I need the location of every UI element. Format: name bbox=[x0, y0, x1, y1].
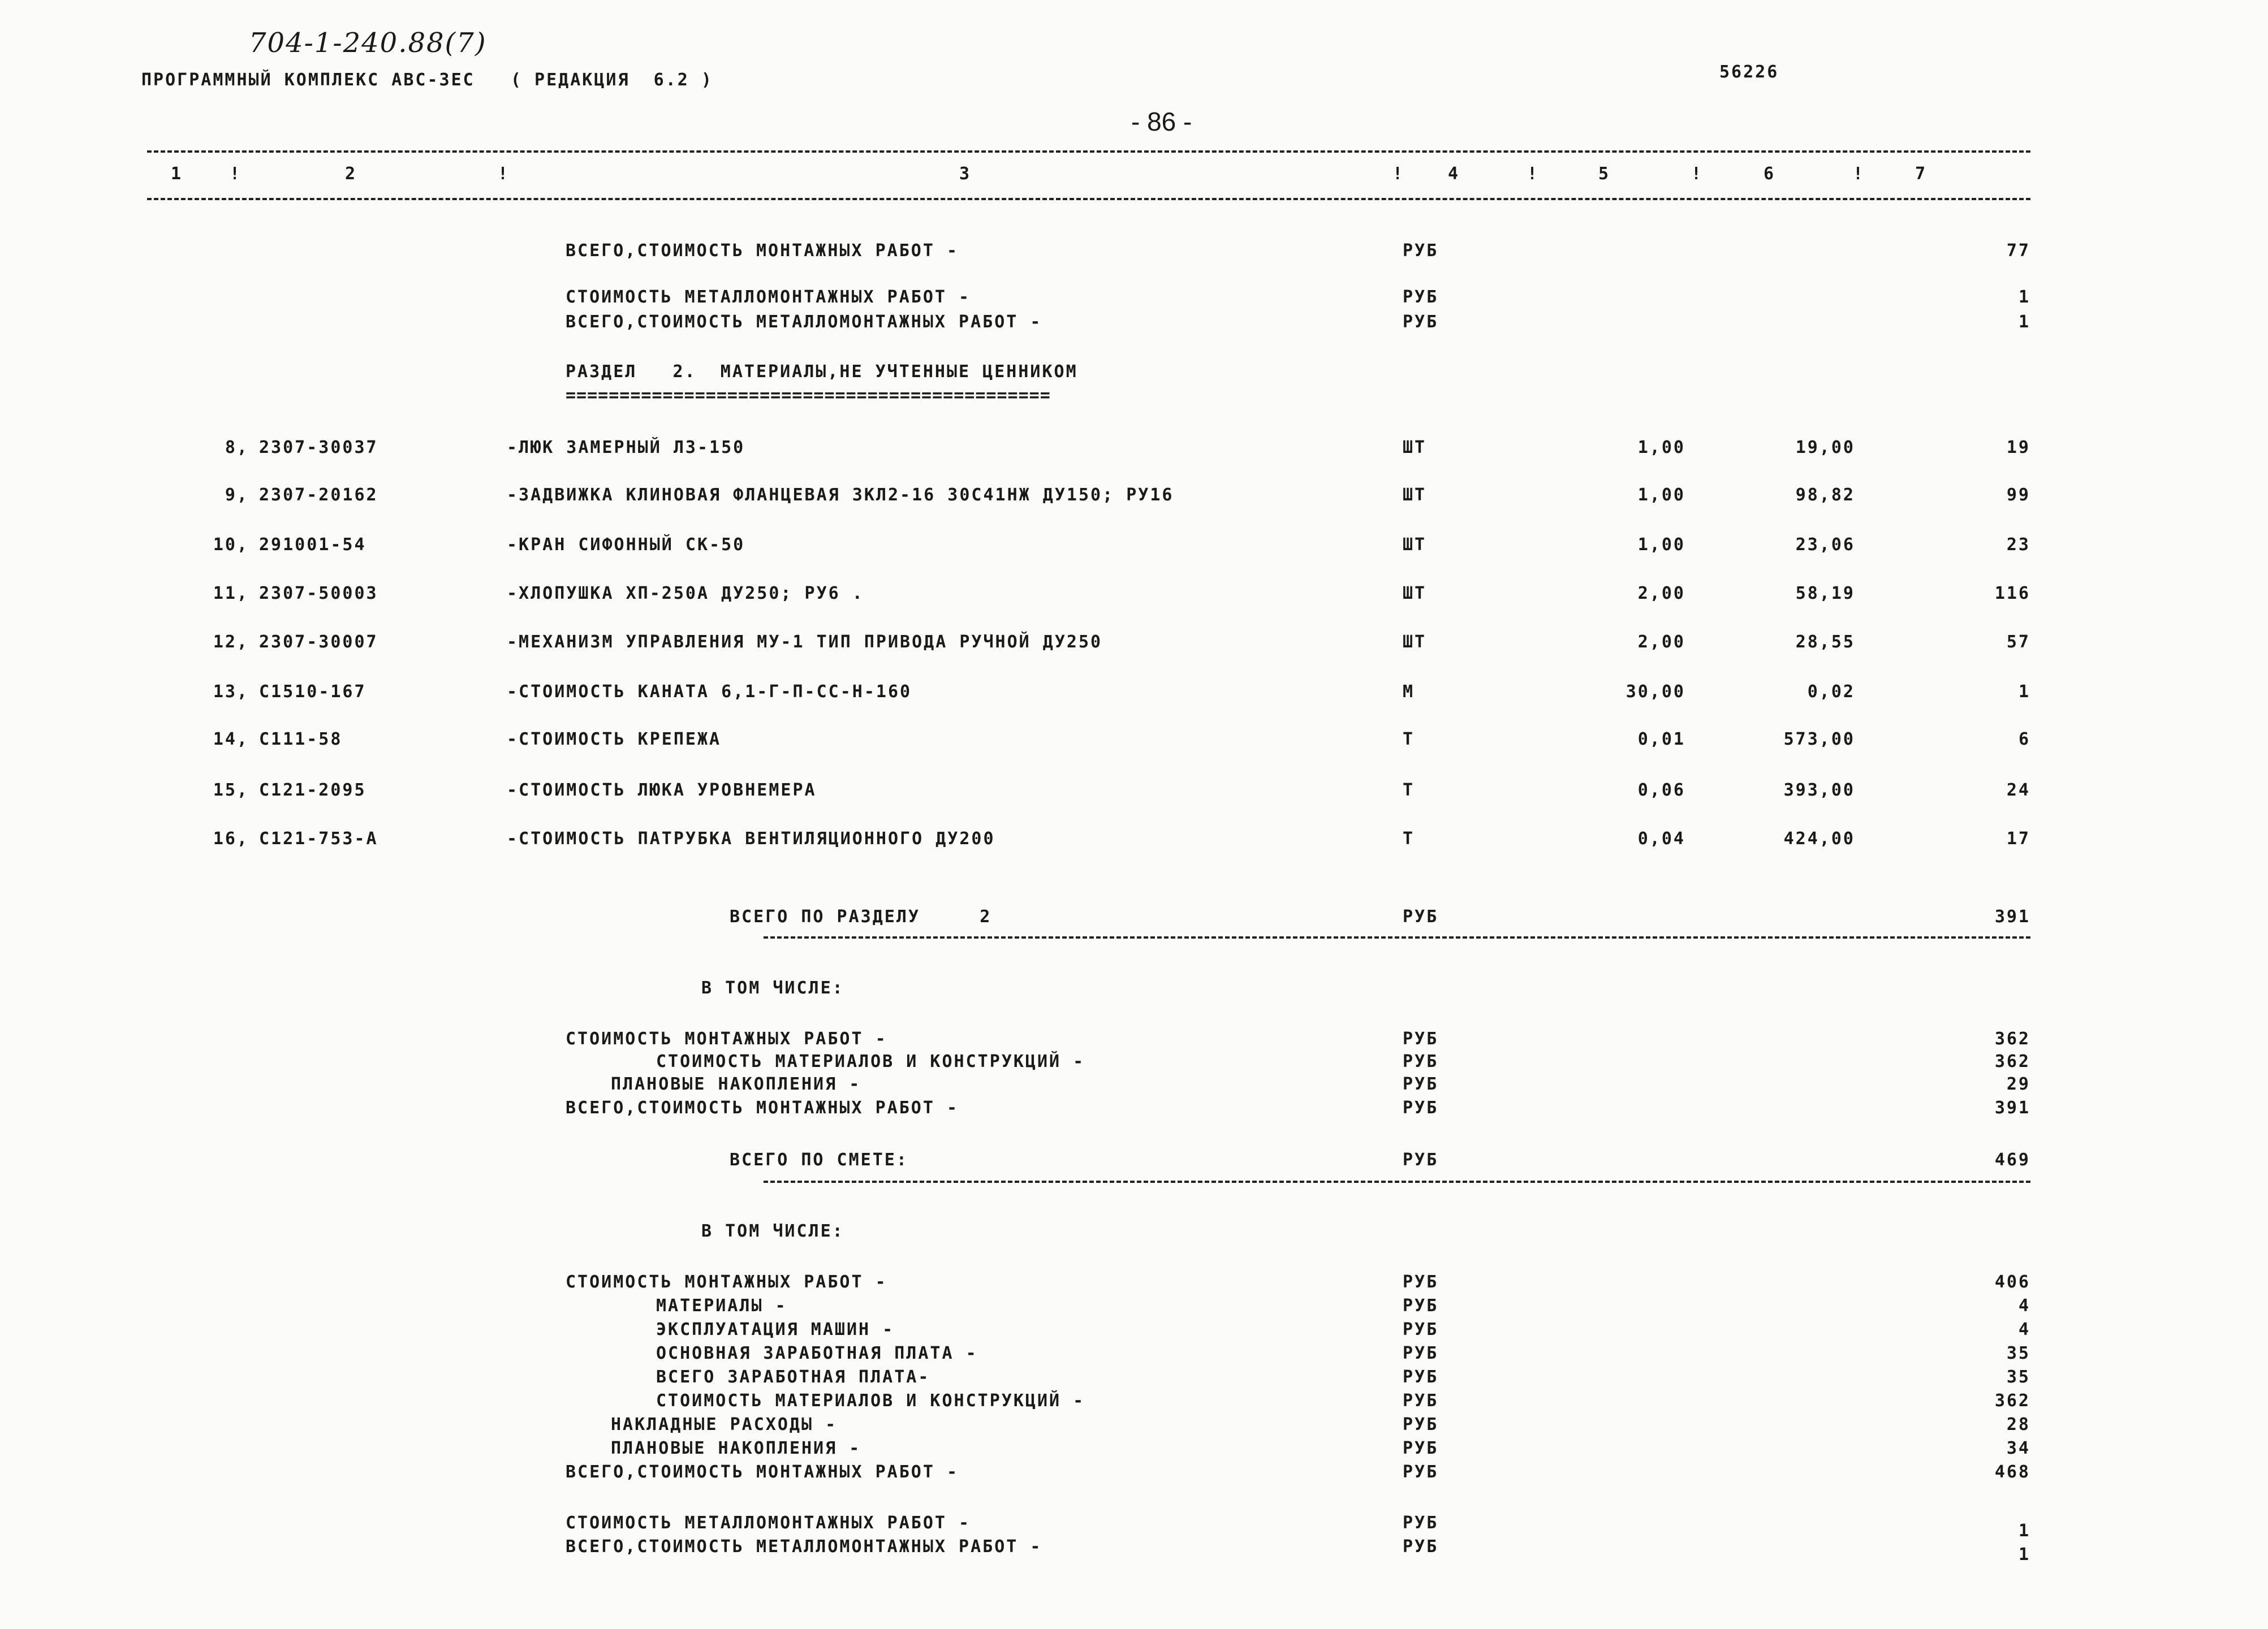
row-qty: 2,00 bbox=[1637, 584, 1685, 603]
page-number: - 86 - bbox=[1131, 107, 1192, 136]
row-qty: 1,00 bbox=[1637, 535, 1685, 555]
row-total: 1 bbox=[2018, 682, 2030, 702]
col-header-7: 7 bbox=[1915, 164, 1928, 184]
breakdown-unit: РУБ bbox=[1403, 1052, 1439, 1071]
table-header-rule bbox=[147, 198, 2030, 200]
row-name: -ЛЮК ЗАМЕРНЫЙ ЛЗ-150 bbox=[507, 438, 745, 457]
row-name: -СТОИМОСТЬ ЛЮКА УРОВНЕМЕРА bbox=[507, 780, 817, 800]
col-sep: ! bbox=[1853, 164, 1865, 184]
breakdown-label: ПЛАНОВЫЕ НАКОПЛЕНИЯ - bbox=[611, 1438, 861, 1458]
breakdown-unit: РУБ bbox=[1403, 1320, 1439, 1340]
doc-number: 56226 bbox=[1719, 62, 1779, 82]
summary-unit: РУБ bbox=[1403, 241, 1439, 261]
col-header-4: 4 bbox=[1448, 164, 1460, 184]
section-total-value: 391 bbox=[1994, 907, 2030, 927]
row-qty: 0,01 bbox=[1637, 729, 1685, 749]
row-no: 15, bbox=[213, 780, 249, 800]
row-code: С121-2095 bbox=[259, 780, 366, 800]
breakdown-label: МАТЕРИАЛЫ - bbox=[656, 1296, 787, 1316]
row-price: 58,19 bbox=[1795, 584, 1855, 603]
table-top-rule bbox=[147, 150, 2030, 153]
row-no: 11, bbox=[213, 584, 249, 603]
row-unit: ШТ bbox=[1403, 632, 1427, 652]
breakdown-unit: РУБ bbox=[1403, 1029, 1439, 1049]
summary-label: ВСЕГО,СТОИМОСТЬ МЕТАЛЛОМОНТАЖНЫХ РАБОТ - bbox=[566, 312, 1042, 332]
breakdown-total: 468 bbox=[1994, 1462, 2030, 1482]
summary-label: СТОИМОСТЬ МЕТАЛЛОМОНТАЖНЫХ РАБОТ - bbox=[566, 287, 971, 307]
row-no: 14, bbox=[213, 729, 249, 749]
breakdown-unit: РУБ bbox=[1403, 1074, 1439, 1094]
breakdown-unit: РУБ bbox=[1403, 1462, 1439, 1482]
summary-label: ВСЕГО,СТОИМОСТЬ МОНТАЖНЫХ РАБОТ - bbox=[566, 241, 959, 261]
row-total: 57 bbox=[2006, 632, 2030, 652]
col-sep: ! bbox=[1527, 164, 1540, 184]
summary-unit: РУБ bbox=[1403, 312, 1439, 332]
breakdown-label: ВСЕГО,СТОИМОСТЬ МЕТАЛЛОМОНТАЖНЫХ РАБОТ - bbox=[566, 1537, 1042, 1557]
section-total-label: ВСЕГО ПО РАЗДЕЛУ 2 bbox=[730, 907, 992, 927]
breakdown-total: 362 bbox=[1994, 1029, 2030, 1049]
breakdown-label: ВСЕГО,СТОИМОСТЬ МОНТАЖНЫХ РАБОТ - bbox=[566, 1462, 959, 1482]
breakdown-unit: РУБ bbox=[1403, 1296, 1439, 1316]
row-price: 19,00 bbox=[1795, 438, 1855, 457]
row-total: 23 bbox=[2006, 535, 2030, 555]
breakdown-label: СТОИМОСТЬ МАТЕРИАЛОВ И КОНСТРУКЦИЙ - bbox=[656, 1391, 1085, 1411]
row-total: 116 bbox=[1994, 584, 2030, 603]
breakdown-unit: РУБ bbox=[1403, 1391, 1439, 1411]
row-code: С111-58 bbox=[259, 729, 343, 749]
row-code: 2307-30007 bbox=[259, 632, 378, 652]
estimate-breakdown-heading: В ТОМ ЧИСЛЕ: bbox=[701, 1221, 844, 1241]
row-total: 6 bbox=[2018, 729, 2030, 749]
handwritten-doc-code: 704-1-240.88(7) bbox=[249, 27, 487, 59]
row-unit: М bbox=[1403, 682, 1415, 702]
row-name: -КРАН СИФОННЫЙ СК-50 bbox=[507, 535, 745, 555]
breakdown-total: 391 bbox=[1994, 1098, 2030, 1118]
row-unit: Т bbox=[1403, 729, 1415, 749]
row-no: 9, bbox=[225, 485, 249, 505]
estimate-total-unit: РУБ bbox=[1403, 1150, 1439, 1170]
row-name: -ХЛОПУШКА ХП-250А ДУ250; РУ6 . bbox=[507, 584, 864, 603]
program-title: ПРОГРАММНЫЙ КОМПЛЕКС АВС-ЗЕС ( РЕДАКЦИЯ 6.2 ) bbox=[141, 70, 713, 90]
summary-total: 1 bbox=[2018, 312, 2030, 332]
breakdown-total: 1 bbox=[2018, 1521, 2030, 1541]
breakdown-unit: РУБ bbox=[1403, 1098, 1439, 1118]
row-total: 99 bbox=[2006, 485, 2030, 505]
row-no: 12, bbox=[213, 632, 249, 652]
row-price: 573,00 bbox=[1783, 729, 1855, 749]
row-no: 16, bbox=[213, 829, 249, 849]
row-name: -СТОИМОСТЬ КРЕПЕЖА bbox=[507, 729, 722, 749]
row-code: 2307-20162 bbox=[259, 485, 378, 505]
col-sep: ! bbox=[498, 164, 510, 184]
breakdown-label: СТОИМОСТЬ МЕТАЛЛОМОНТАЖНЫХ РАБОТ - bbox=[566, 1513, 971, 1533]
row-price: 23,06 bbox=[1795, 535, 1855, 555]
section-total-unit: РУБ bbox=[1403, 907, 1439, 927]
row-price: 0,02 bbox=[1807, 682, 1855, 702]
breakdown-total: 1 bbox=[2018, 1545, 2030, 1565]
estimate-total-value: 469 bbox=[1994, 1150, 2030, 1170]
breakdown-total: 28 bbox=[2006, 1415, 2030, 1434]
section-title: РАЗДЕЛ 2. МАТЕРИАЛЫ,НЕ УЧТЕННЫЕ ЦЕННИКОМ bbox=[566, 362, 1078, 382]
summary-total: 77 bbox=[2006, 241, 2030, 261]
breakdown-unit: РУБ bbox=[1403, 1537, 1439, 1557]
col-header-5: 5 bbox=[1598, 164, 1611, 184]
row-unit: ШТ bbox=[1403, 485, 1427, 505]
summary-total: 1 bbox=[2018, 287, 2030, 307]
breakdown-total: 34 bbox=[2006, 1438, 2030, 1458]
row-qty: 30,00 bbox=[1625, 682, 1685, 702]
breakdown-label: СТОИМОСТЬ МАТЕРИАЛОВ И КОНСТРУКЦИЙ - bbox=[656, 1052, 1085, 1071]
col-sep: ! bbox=[230, 164, 242, 184]
row-price: 424,00 bbox=[1783, 829, 1855, 849]
breakdown-label: ВСЕГО,СТОИМОСТЬ МОНТАЖНЫХ РАБОТ - bbox=[566, 1098, 959, 1118]
breakdown-label: ВСЕГО ЗАРАБОТНАЯ ПЛАТА- bbox=[656, 1367, 930, 1387]
row-price: 393,00 bbox=[1783, 780, 1855, 800]
row-price: 28,55 bbox=[1795, 632, 1855, 652]
row-unit: ШТ bbox=[1403, 535, 1427, 555]
row-no: 8, bbox=[225, 438, 249, 457]
breakdown-label: ПЛАНОВЫЕ НАКОПЛЕНИЯ - bbox=[611, 1074, 861, 1094]
row-total: 17 bbox=[2006, 829, 2030, 849]
row-code: С1510-167 bbox=[259, 682, 366, 702]
summary-unit: РУБ bbox=[1403, 287, 1439, 307]
row-price: 98,82 bbox=[1795, 485, 1855, 505]
col-sep: ! bbox=[1392, 164, 1405, 184]
breakdown-label: СТОИМОСТЬ МОНТАЖНЫХ РАБОТ - bbox=[566, 1029, 887, 1049]
row-qty: 0,06 bbox=[1637, 780, 1685, 800]
row-name: -СТОИМОСТЬ ПАТРУБКА ВЕНТИЛЯЦИОННОГО ДУ200 bbox=[507, 829, 995, 849]
breakdown-total: 4 bbox=[2018, 1320, 2030, 1340]
row-qty: 2,00 bbox=[1637, 632, 1685, 652]
row-qty: 1,00 bbox=[1637, 438, 1685, 457]
row-qty: 1,00 bbox=[1637, 485, 1685, 505]
breakdown-unit: РУБ bbox=[1403, 1367, 1439, 1387]
breakdown-unit: РУБ bbox=[1403, 1513, 1439, 1533]
breakdown-label: СТОИМОСТЬ МОНТАЖНЫХ РАБОТ - bbox=[566, 1272, 887, 1292]
section-underline: ============================================= bbox=[566, 386, 1051, 405]
col-header-3: 3 bbox=[959, 164, 972, 184]
col-sep: ! bbox=[1691, 164, 1704, 184]
breakdown-total: 35 bbox=[2006, 1343, 2030, 1363]
breakdown-total: 362 bbox=[1994, 1391, 2030, 1411]
row-no: 10, bbox=[213, 535, 249, 555]
col-header-6: 6 bbox=[1763, 164, 1776, 184]
row-unit: Т bbox=[1403, 780, 1415, 800]
section-breakdown-heading: В ТОМ ЧИСЛЕ: bbox=[701, 978, 844, 998]
row-name: -СТОИМОСТЬ КАНАТА 6,1-Г-П-СС-Н-160 bbox=[507, 682, 912, 702]
breakdown-label: ОСНОВНАЯ ЗАРАБОТНАЯ ПЛАТА - bbox=[656, 1343, 978, 1363]
breakdown-total: 4 bbox=[2018, 1296, 2030, 1316]
row-unit: ШТ bbox=[1403, 584, 1427, 603]
breakdown-total: 35 bbox=[2006, 1367, 2030, 1387]
estimate-total-rule bbox=[764, 1181, 2030, 1183]
breakdown-unit: РУБ bbox=[1403, 1415, 1439, 1434]
breakdown-total: 406 bbox=[1994, 1272, 2030, 1292]
estimate-total-label: ВСЕГО ПО СМЕТЕ: bbox=[730, 1150, 908, 1170]
row-qty: 0,04 bbox=[1637, 829, 1685, 849]
col-header-1: 1 bbox=[171, 164, 183, 184]
row-code: 291001-54 bbox=[259, 535, 366, 555]
breakdown-unit: РУБ bbox=[1403, 1343, 1439, 1363]
breakdown-total: 362 bbox=[1994, 1052, 2030, 1071]
row-code: С121-753-А bbox=[259, 829, 378, 849]
col-header-2: 2 bbox=[345, 164, 357, 184]
breakdown-label: ЭКСПЛУАТАЦИЯ МАШИН - bbox=[656, 1320, 895, 1340]
row-name: -МЕХАНИЗМ УПРАВЛЕНИЯ МУ-1 ТИП ПРИВОДА РУЧНОЙ ДУ250 bbox=[507, 632, 1103, 652]
row-code: 2307-30037 bbox=[259, 438, 378, 457]
breakdown-total: 29 bbox=[2006, 1074, 2030, 1094]
row-unit: Т bbox=[1403, 829, 1415, 849]
section-total-rule bbox=[764, 936, 2030, 939]
breakdown-unit: РУБ bbox=[1403, 1272, 1439, 1292]
row-total: 24 bbox=[2006, 780, 2030, 800]
row-no: 13, bbox=[213, 682, 249, 702]
row-unit: ШТ bbox=[1403, 438, 1427, 457]
row-name: -ЗАДВИЖКА КЛИНОВАЯ ФЛАНЦЕВАЯ ЗКЛ2-16 30С41НЖ ДУ150; РУ16 bbox=[507, 485, 1174, 505]
breakdown-label: НАКЛАДНЫЕ РАСХОДЫ - bbox=[611, 1415, 838, 1434]
breakdown-unit: РУБ bbox=[1403, 1438, 1439, 1458]
row-total: 19 bbox=[2006, 438, 2030, 457]
row-code: 2307-50003 bbox=[259, 584, 378, 603]
